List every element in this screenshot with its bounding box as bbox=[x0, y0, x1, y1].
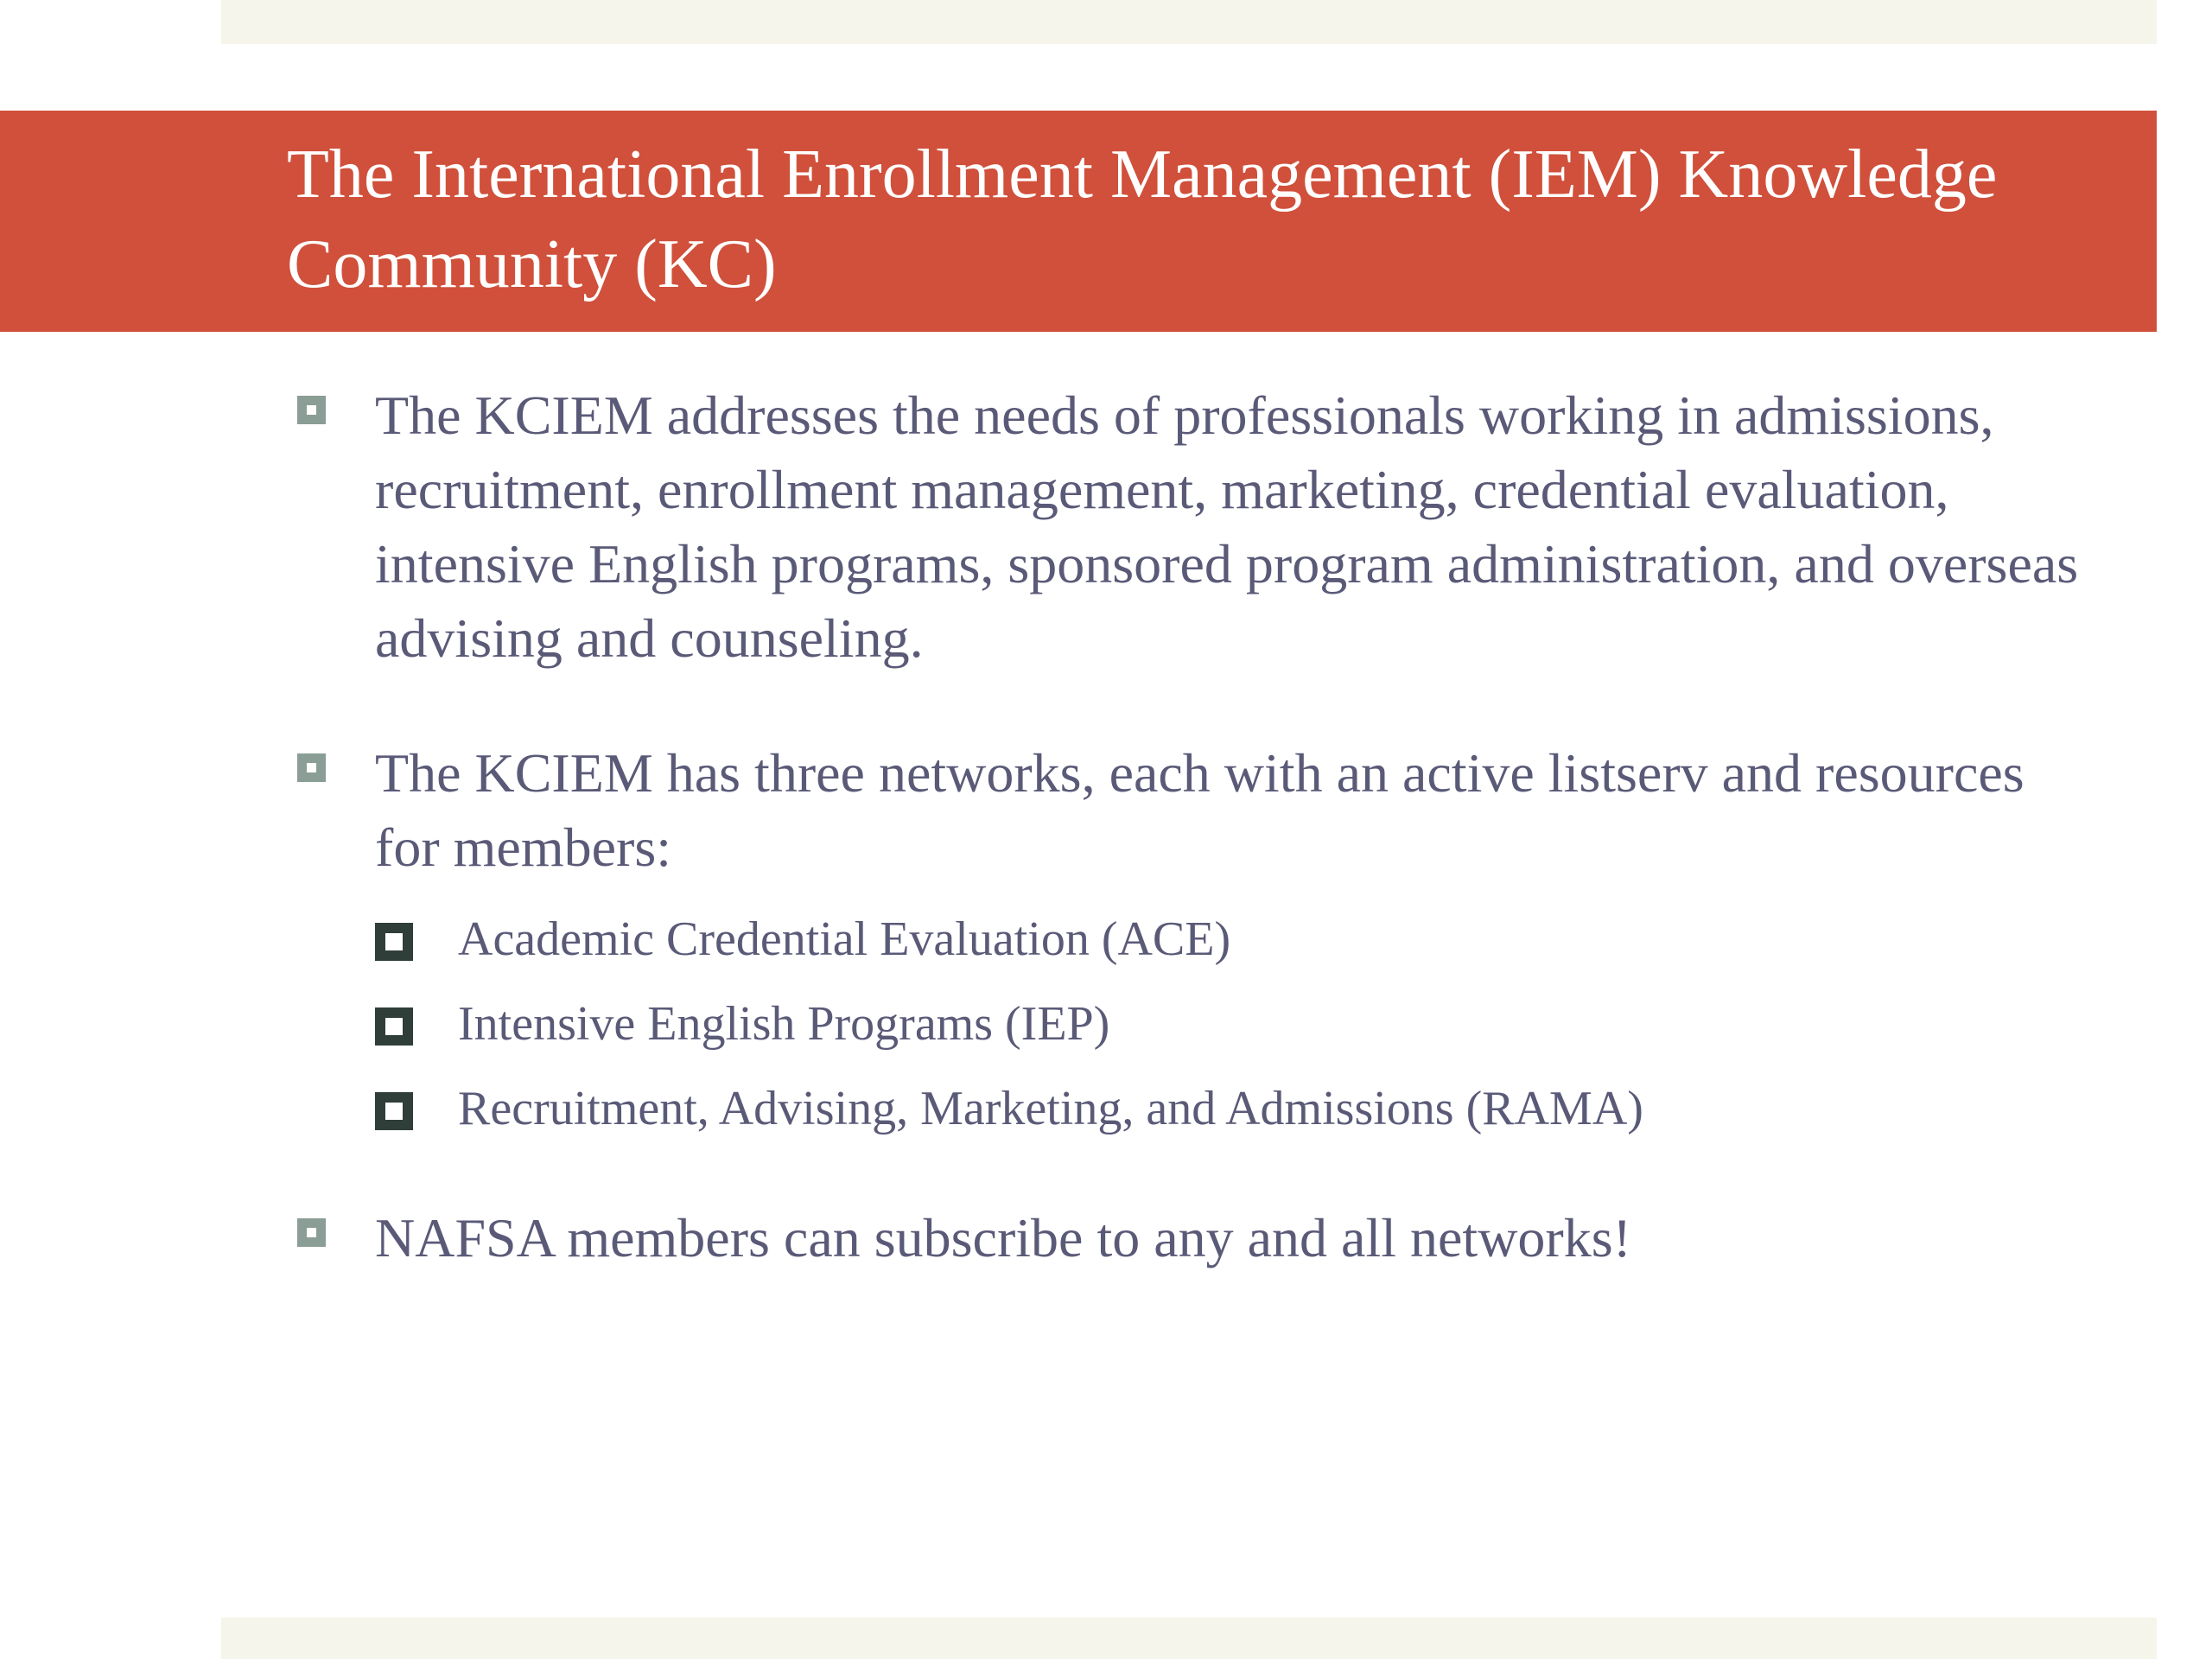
sub-bullet-text: Intensive English Programs (IEP) bbox=[458, 997, 1110, 1051]
hollow-square-bullet-icon bbox=[297, 1218, 326, 1247]
hollow-square-sub-bullet-icon bbox=[375, 923, 413, 961]
bullet-text: The KCIEM has three networks, each with an active listserv and resources for members: bbox=[375, 742, 2024, 878]
bullet-text: The KCIEM addresses the needs of professionals working in admissions, recruitment, enrollment management, marketing, credential evaluation, intensive English programs, sponsored program administration, and overseas advising and counseling. bbox=[375, 385, 2079, 669]
bullet-text: NAFSA members can subscribe to any and all networks! bbox=[375, 1207, 1631, 1268]
sub-bullet-text: Academic Credential Evaluation (ACE) bbox=[458, 912, 1231, 966]
top-decorative-band bbox=[221, 0, 2157, 44]
sub-bullet-item bbox=[375, 897, 2091, 982]
hollow-square-bullet-icon bbox=[297, 396, 326, 424]
hollow-square-bullet-icon bbox=[297, 753, 326, 782]
sub-bullet-item bbox=[375, 1066, 2091, 1151]
bullet-item bbox=[294, 1201, 2091, 1275]
bullet-item bbox=[294, 736, 2091, 885]
sub-bullet-text: Recruitment, Advising, Marketing, and Admissions (RAMA) bbox=[458, 1082, 1643, 1135]
slide-title: The International Enrollment Management (IEM) Knowledge Community (KC) bbox=[287, 137, 1998, 302]
bottom-decorative-band bbox=[221, 1618, 2157, 1659]
slide-body bbox=[294, 378, 2091, 1275]
hollow-square-sub-bullet-icon bbox=[375, 1092, 413, 1130]
sub-bullet-item bbox=[375, 982, 2091, 1066]
bullet-item bbox=[294, 378, 2091, 676]
hollow-square-sub-bullet-icon bbox=[375, 1007, 413, 1046]
sub-bullet-list bbox=[375, 897, 2091, 1151]
